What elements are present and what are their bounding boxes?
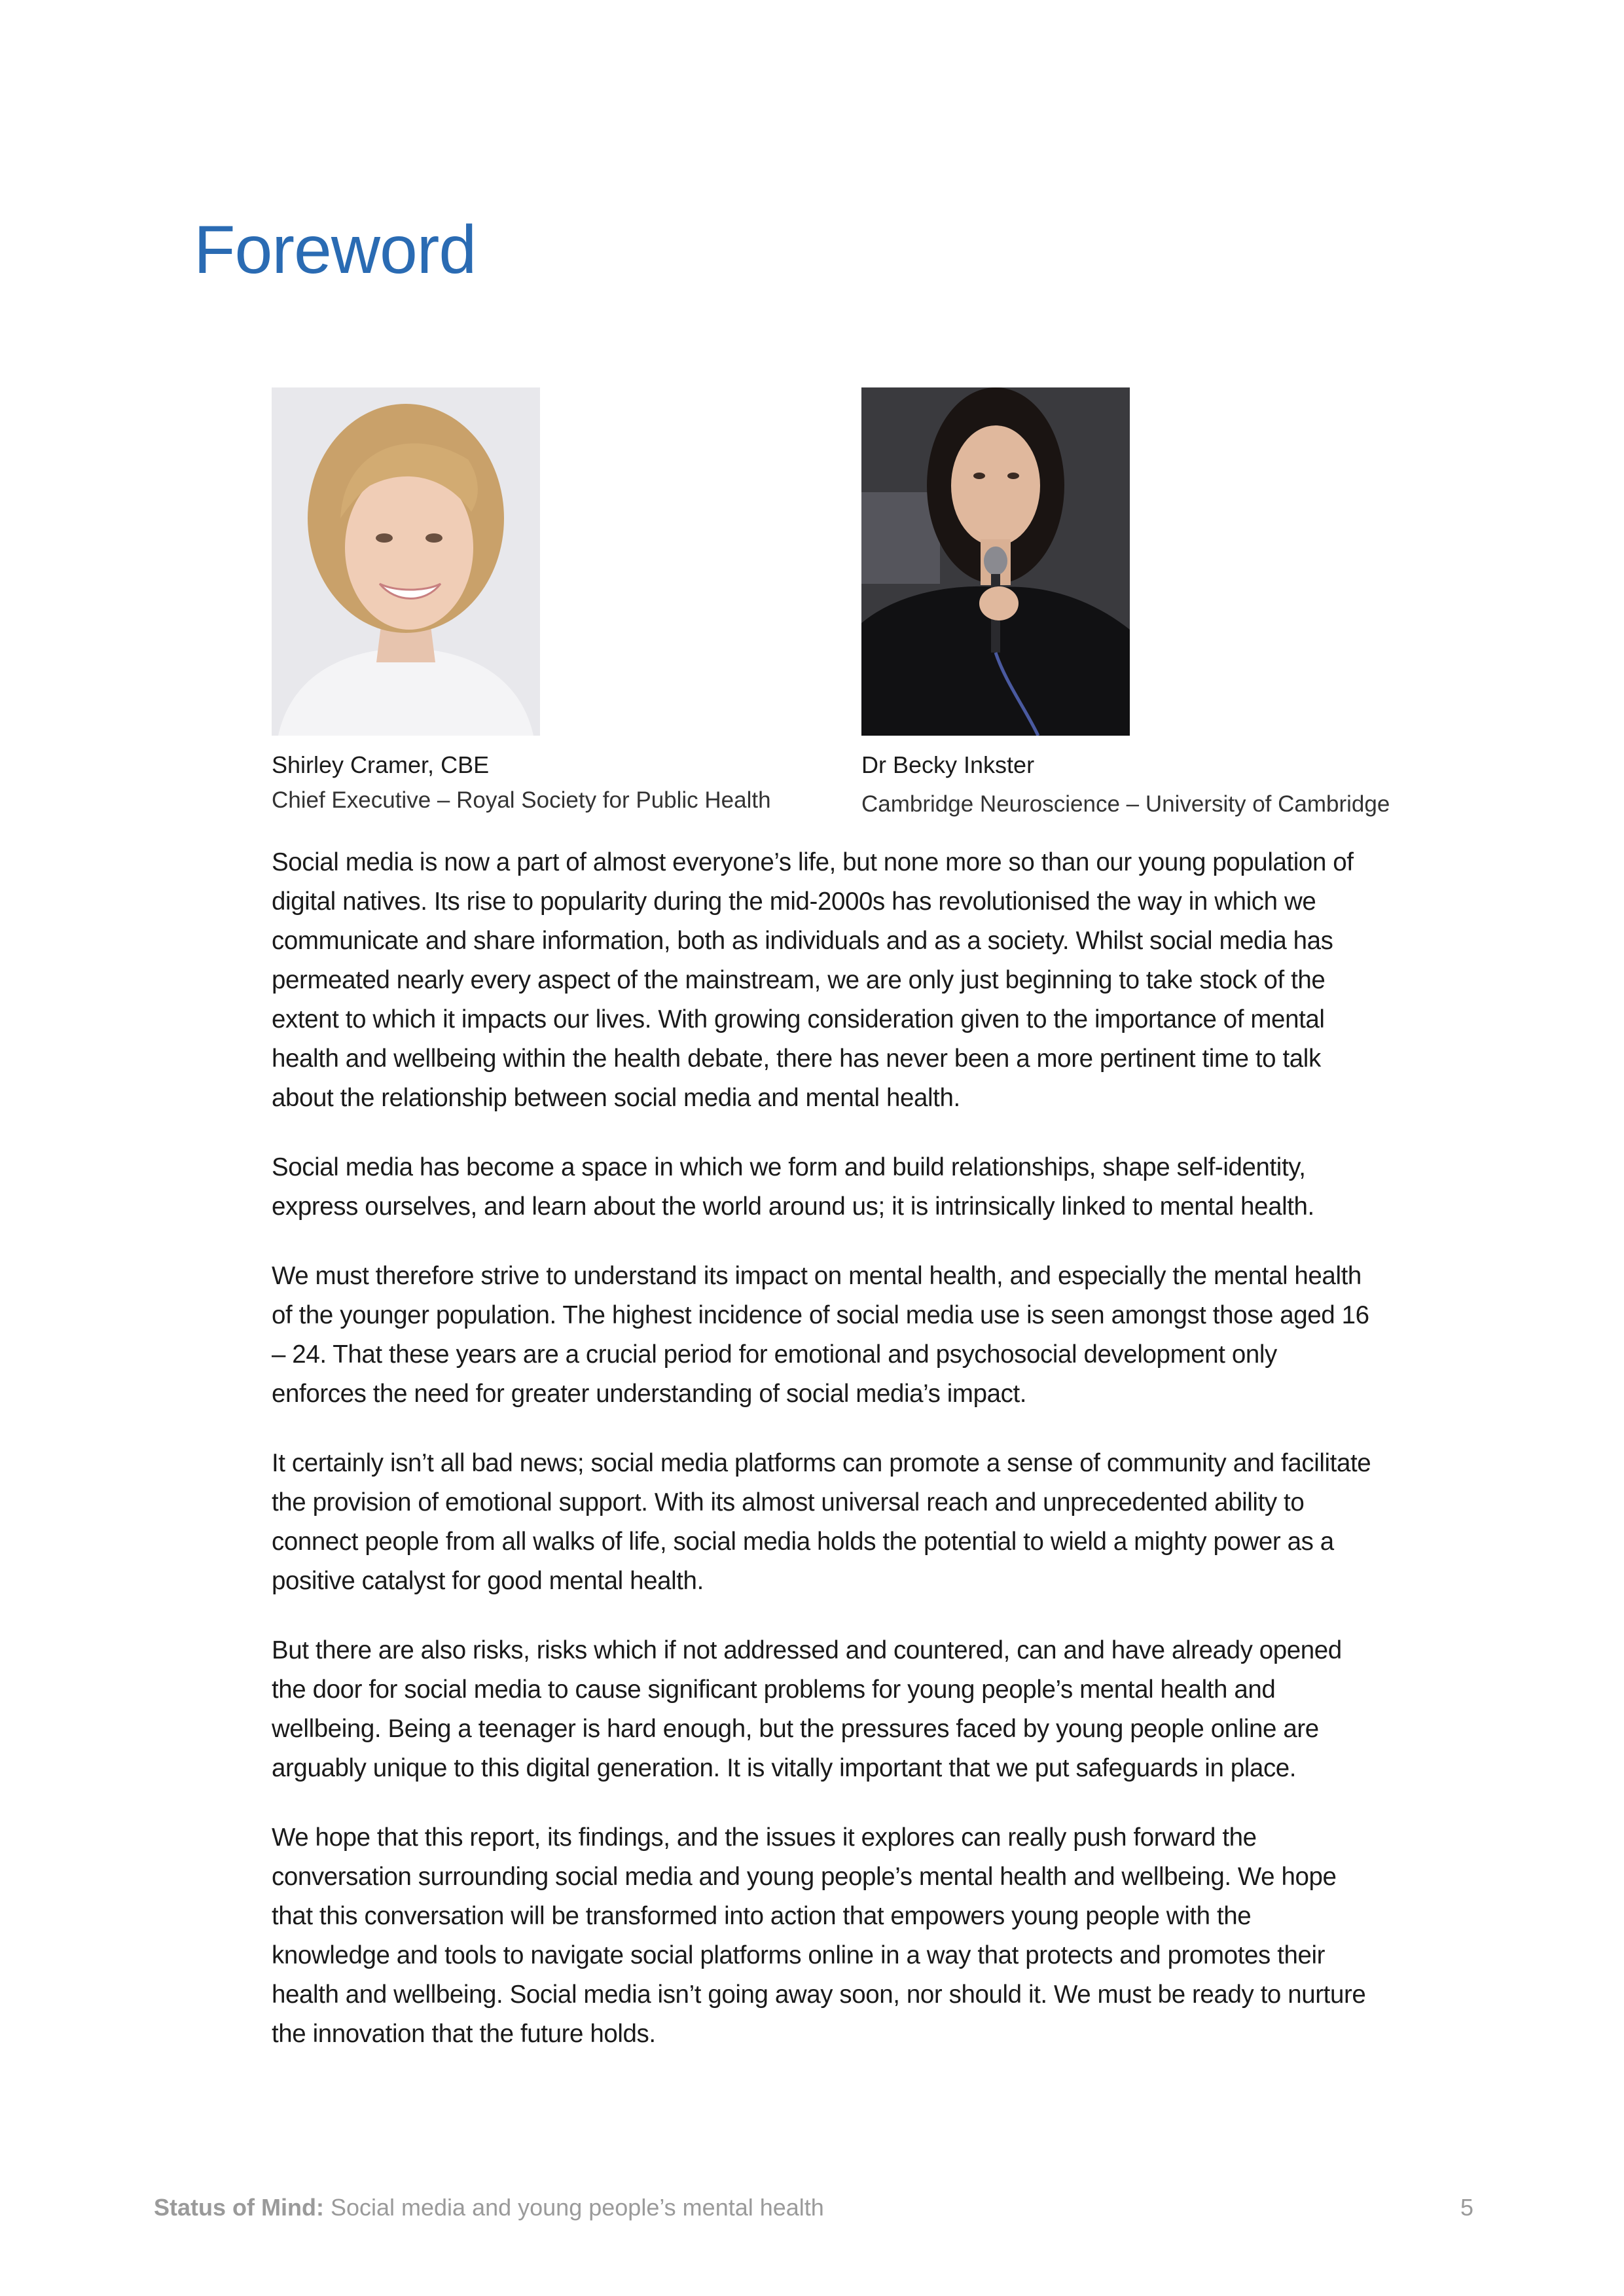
caption-becky-inkster <box>861 750 1390 819</box>
page-title: Foreword <box>194 212 477 288</box>
footer-publication-subtitle: Social media and young people’s mental health <box>323 2194 824 2221</box>
body-paragraph: We hope that this report, its findings, and the issues it explores can really push forward the conversation surrounding social media and young people’s mental health and wellbeing. We hope that this conversation will be transformed into action that empowers young people with the knowledge and tools to navigate social platforms online in a way that protects and promotes their health and wellbeing. Social media isn’t going away soon, nor should it. We must be ready to nurture the innovation that the future holds. <box>272 1823 1366 2048</box>
body-paragraph: But there are also risks, risks which if not addressed and countered, can and have already opened the door for social media to cause significant problems for young people’s mental health and wellbeing. Being a teenager is hard enough, but the pressures faced by young people online are arguably unique to this digital generation. It is vitally important that we put safeguards in place. <box>272 1636 1342 1782</box>
person-role: Cambridge Neuroscience – University of Cambridge <box>861 791 1390 817</box>
person-name: Dr Becky Inkster <box>861 751 1035 778</box>
body-paragraph: Social media has become a space in which we form and build relationships, shape self-identity, express ourselves, and learn about the world around us; it is intrinsically linked to mental health. <box>272 1153 1314 1221</box>
footer-publication-bold: Status of Mind: <box>154 2194 324 2221</box>
body-paragraph: Social media is now a part of almost everyone’s life, but none more so than our young population of digital natives. Its rise to popularity during the mid-2000s has revolutionised the way in which we communicate and share information, both as individuals and as a society. Whilst social media has permeated nearly every aspect of the mainstream, we are only just beginning to take stock of the extent to which it impacts our lives. With growing consideration given to the importance of mental health and wellbeing within the health debate, there has never been a more pertinent time to talk about the relationship between social media and mental health. <box>272 848 1354 1112</box>
portrait-photo-becky-inkster <box>861 387 1130 736</box>
body-paragraph: It certainly isn’t all bad news; social media platforms can promote a sense of community and facilitate the provision of emotional support. With its almost universal reach and unprecedented ability to connect people from all walks of life, social media holds the potential to wield a mighty power as a positive catalyst for good mental health. <box>272 1449 1371 1595</box>
page-number: 5 <box>1460 2194 1473 2221</box>
portrait-photo-shirley-cramer <box>272 387 540 736</box>
footer-publication-title <box>154 2194 824 2221</box>
caption-shirley-cramer <box>272 750 771 815</box>
person-role: Chief Executive – Royal Society for Public Health <box>272 787 771 813</box>
person-name: Shirley Cramer, CBE <box>272 751 490 778</box>
body-paragraph: We must therefore strive to understand its impact on mental health, and especially the mental health of the younger population. The highest incidence of social media use is seen amongst those aged 16 – 24. That these years are a crucial period for emotional and psychosocial development only enforces the need for greater understanding of social media’s impact. <box>272 1262 1369 1408</box>
foreword-body <box>272 843 1371 2084</box>
